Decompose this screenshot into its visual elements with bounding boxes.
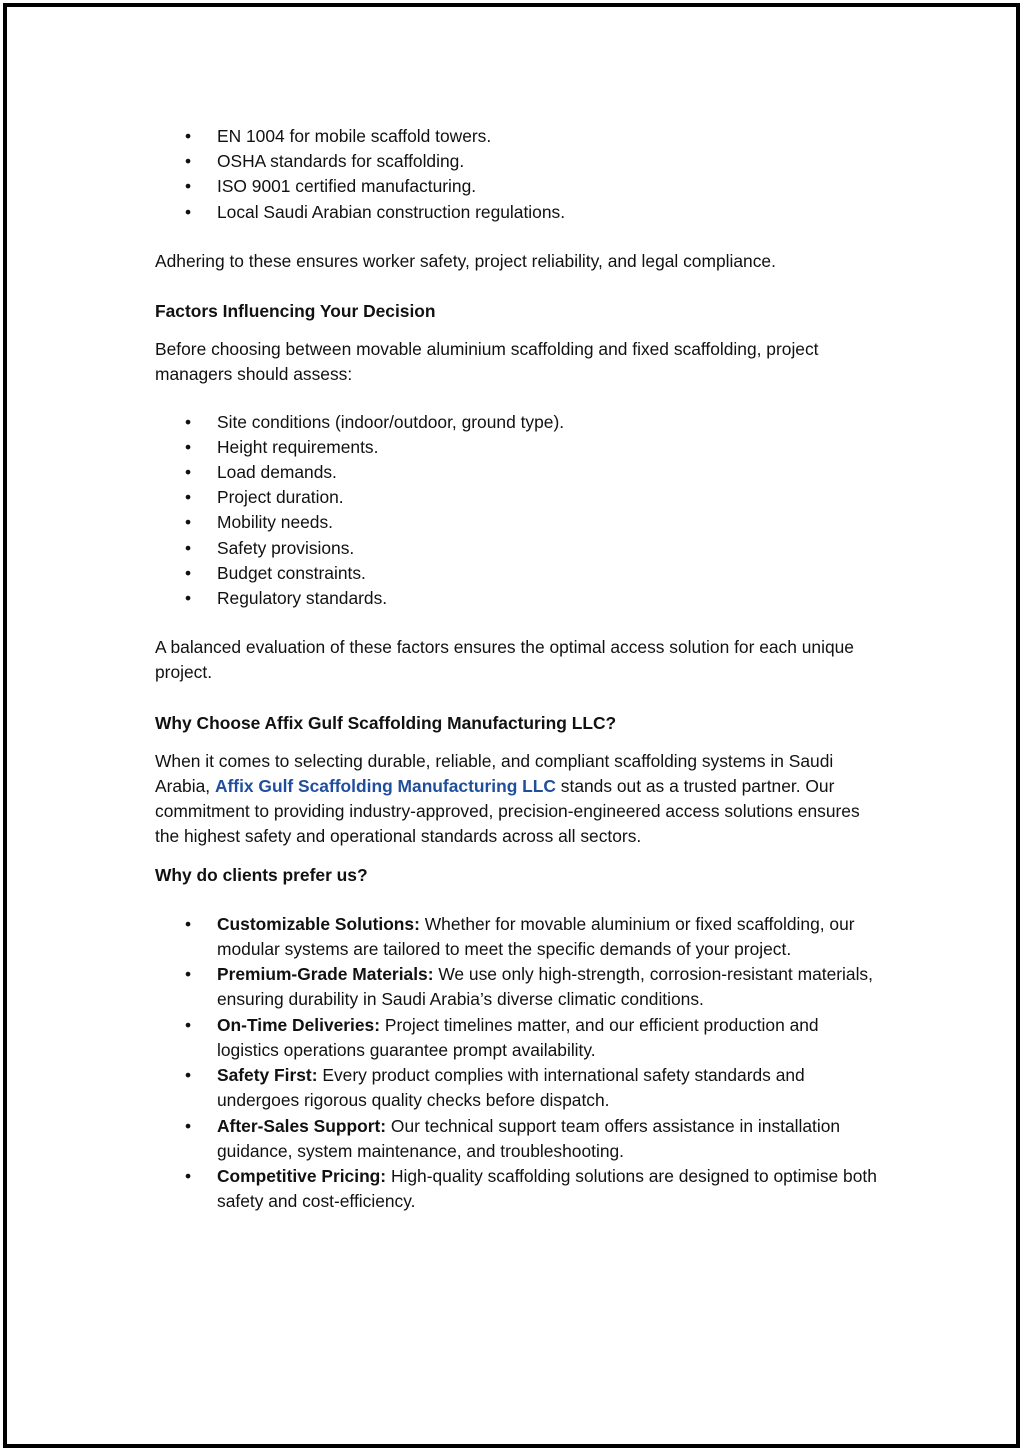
- why-choose-paragraph: [155, 749, 885, 850]
- list-item: • Site conditions (indoor/outdoor, ground type).: [217, 410, 885, 435]
- factors-list: [155, 410, 885, 612]
- list-item: [217, 912, 885, 962]
- list-item: • Project duration.: [217, 485, 885, 510]
- item-text: We use only high-strength, corrosion-resistant materials, ensuring durability in Saudi Arabia’s diverse climatic conditions.: [217, 964, 873, 1010]
- factors-summary: A balanced evaluation of these factors ensures the optimal access solution for each unique project.: [155, 637, 854, 683]
- standards-list: [155, 124, 885, 225]
- standards-summary: Adhering to these ensures worker safety, project reliability, and legal compliance.: [155, 250, 776, 271]
- document-body: [155, 124, 885, 1214]
- item-text: Whether for movable aluminium or fixed scaffolding, our modular systems are tailored to meet the specific demands of your project.: [217, 913, 855, 960]
- list-item: [217, 1063, 885, 1113]
- list-item: • EN 1004 for mobile scaffold towers.: [217, 124, 885, 149]
- item-lead: Competitive Pricing:: [217, 1165, 387, 1186]
- list-item: • ISO 9001 certified manufacturing.: [217, 174, 885, 199]
- factors-intro: Before choosing between movable aluminium scaffolding and fixed scaffolding, project managers should assess:: [155, 339, 819, 385]
- list-item: • Height requirements.: [217, 435, 885, 460]
- factors-heading: Factors Influencing Your Decision: [155, 301, 436, 322]
- list-item: [217, 1114, 885, 1164]
- list-item: • OSHA standards for scaffolding.: [217, 149, 885, 174]
- list-item: • Local Saudi Arabian construction regulations.: [217, 200, 885, 225]
- item-lead: After-Sales Support:: [217, 1115, 387, 1136]
- list-item: • Load demands.: [217, 460, 885, 485]
- list-item: • Budget constraints.: [217, 561, 885, 586]
- list-item: [217, 1013, 885, 1063]
- item-text: Our technical support team offers assistance in installation guidance, system maintenance, and troubleshooting.: [217, 1115, 841, 1161]
- why-choose-text-start: When it comes to selecting durable, reliable, and compliant scaffolding systems in Saudi Arabia,: [155, 750, 834, 797]
- list-item: • Mobility needs.: [217, 510, 885, 535]
- list-item: • Safety provisions.: [217, 536, 885, 561]
- company-link[interactable]: Affix Gulf Scaffolding Manufacturing LLC: [214, 776, 556, 797]
- why-choose-heading: Why Choose Affix Gulf Scaffolding Manufacturing LLC?: [155, 712, 617, 733]
- clients-heading: Why do clients prefer us?: [155, 864, 368, 885]
- list-item: [217, 962, 885, 1012]
- item-lead: Premium-Grade Materials:: [217, 964, 434, 985]
- item-text: Project timelines matter, and our efficient production and logistics operations guarantee prompt availability.: [217, 1014, 819, 1060]
- item-lead: Customizable Solutions:: [217, 913, 420, 934]
- list-item: [217, 1164, 885, 1214]
- list-item: • Regulatory standards.: [217, 586, 885, 611]
- item-lead: On-Time Deliveries:: [217, 1014, 381, 1035]
- item-text: High-quality scaffolding solutions are designed to optimise both safety and cost-efficiency.: [217, 1165, 877, 1212]
- item-text: Every product complies with international safety standards and undergoes rigorous quality checks before dispatch.: [217, 1065, 805, 1111]
- clients-list: [155, 912, 885, 1214]
- item-lead: Safety First:: [217, 1065, 318, 1086]
- why-choose-text-end: stands out as a trusted partner. Our commitment to providing industry-approved, precision-engineered access solutions ensures the highest safety and operational standards across all sectors.: [155, 776, 860, 847]
